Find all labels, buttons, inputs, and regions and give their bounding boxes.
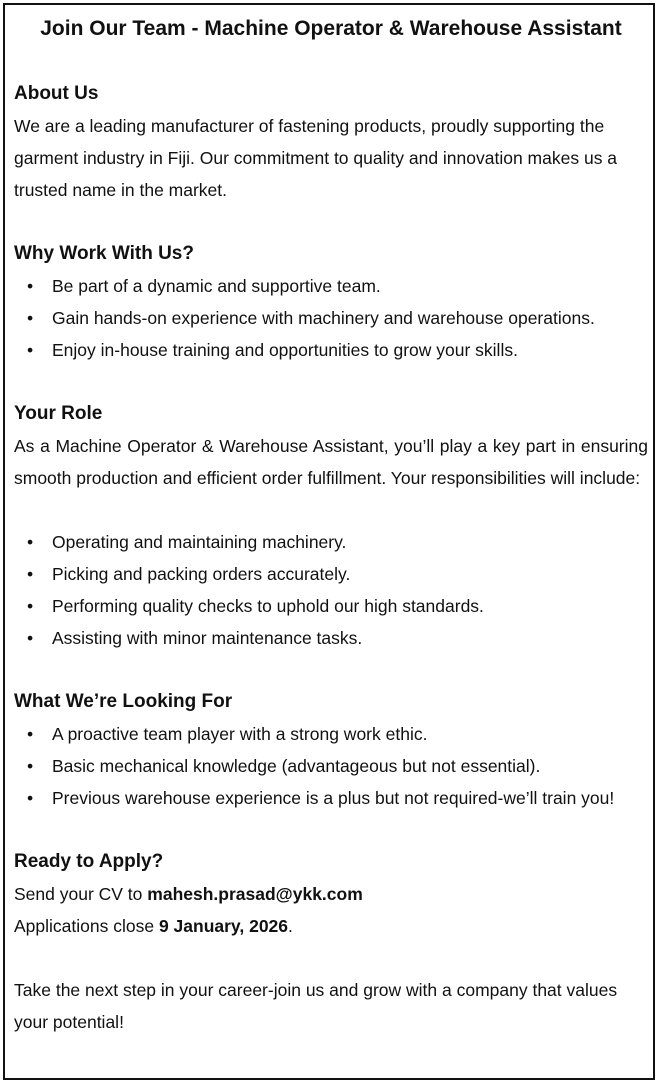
role-text: As a Machine Operator & Warehouse Assistant, you’ll play a key part in ensuring smooth production and efficient order fulfillment. Your responsibilities will include: [14, 436, 648, 488]
list-item: • Basic mechanical knowledge (advantageous but not essential). [14, 750, 648, 782]
deadline-line: Applications close 9 January, 2026. [14, 916, 293, 936]
closing-text: Take the next step in your career-join us and grow with a company that values your potential! [14, 980, 618, 1032]
why-heading: Why Work With Us? [14, 243, 194, 264]
role-section [14, 398, 648, 654]
bullet-icon: • [27, 596, 34, 616]
list-item: • A proactive team player with a strong work ethic. [14, 718, 648, 750]
list-item: • Previous warehouse experience is a plus but not required-we’ll train you! [14, 782, 648, 814]
bullet-icon: • [27, 628, 34, 648]
list-item: • Gain hands-on experience with machinery and warehouse operations. [14, 302, 648, 334]
list-item: • Picking and packing orders accurately. [14, 558, 648, 590]
list-item: • Enjoy in-house training and opportunities to grow your skills. [14, 334, 648, 366]
bullet-icon: • [27, 308, 34, 328]
bullet-icon: • [27, 532, 34, 552]
bullet-icon: • [27, 724, 34, 744]
apply-section [14, 846, 648, 1038]
bullet-icon: • [27, 276, 34, 296]
bullet-icon: • [27, 788, 34, 808]
cv-line: Send your CV to mahesh.prasad@ykk.com [14, 884, 363, 904]
why-list [14, 270, 648, 366]
about-section [14, 78, 648, 206]
apply-heading: Ready to Apply? [14, 851, 164, 872]
list-item: • Be part of a dynamic and supportive team. [14, 270, 648, 302]
contact-email[interactable]: mahesh.prasad@ykk.com [147, 884, 363, 904]
list-item: • Performing quality checks to uphold our high standards. [14, 590, 648, 622]
looking-list [14, 718, 648, 814]
about-text: We are a leading manufacturer of fastening products, proudly supporting the garment industry in Fiji. Our commitment to quality and innovation makes us a trusted name in the market. [14, 116, 618, 200]
list-item: • Assisting with minor maintenance tasks. [14, 622, 648, 654]
bullet-icon: • [27, 340, 34, 360]
why-section [14, 238, 648, 366]
page-title: Join Our Team - Machine Operator & Warehouse Assistant [40, 17, 622, 40]
bullet-icon: • [27, 564, 34, 584]
role-list [14, 526, 648, 654]
job-posting [14, 12, 648, 1038]
about-heading: About Us [14, 83, 99, 104]
list-item: • Operating and maintaining machinery. [14, 526, 648, 558]
looking-heading: What We’re Looking For [14, 691, 233, 712]
deadline-date: 9 January, 2026 [158, 916, 289, 936]
looking-section [14, 686, 648, 814]
bullet-icon: • [27, 756, 34, 776]
role-heading: Your Role [14, 403, 103, 424]
